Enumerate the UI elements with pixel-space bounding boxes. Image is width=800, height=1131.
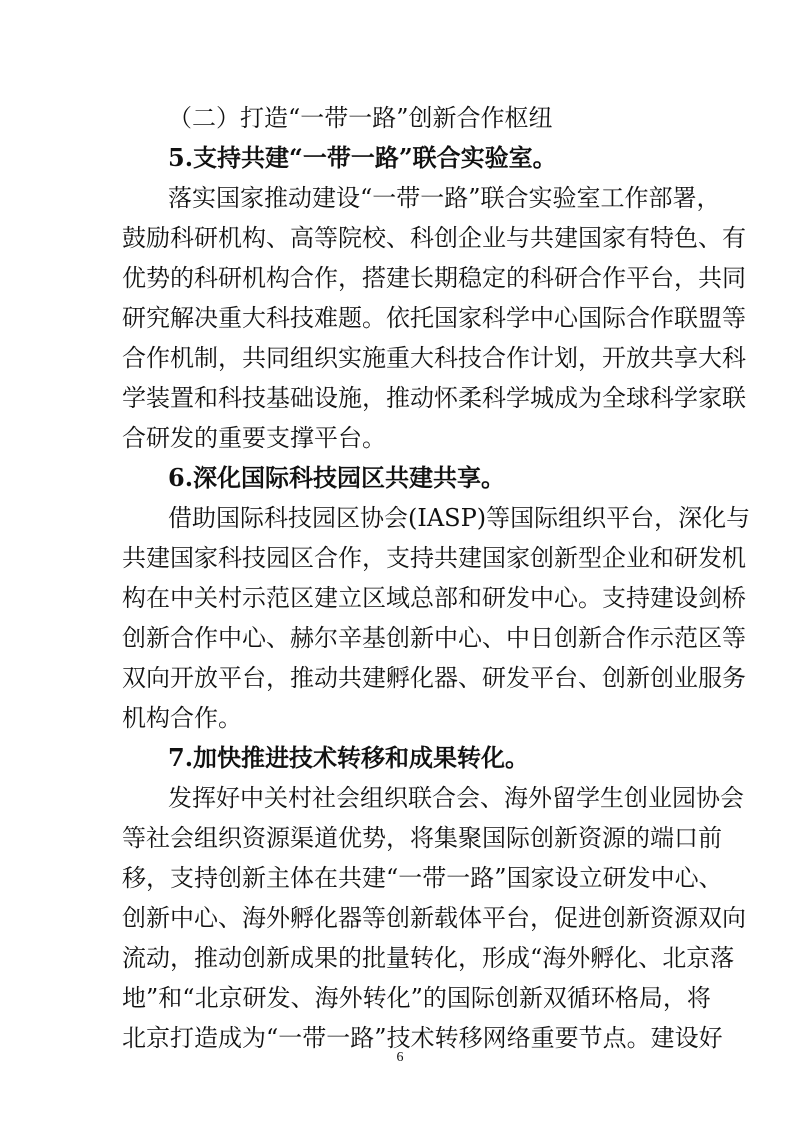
- paragraph-line: 借助国际科技园区协会(IASP)等国际组织平台，深化与: [168, 504, 751, 532]
- paragraph-line: 机构合作。: [122, 704, 242, 732]
- paragraph-line: 创 新 合 作 中 心 、 赫 尔 辛 基 创 新 中 心 、 中 日 创 新 合 作 示 范 区 等: [122, 624, 746, 652]
- item-heading-6: 6.深化国际科技园区共建共享。: [168, 463, 506, 492]
- paragraph-line: 合研发的重要支撑平台。: [122, 424, 386, 452]
- paragraph-line: 地 ” 和 “ 北 京 研 发 、 海 外 转 化 ” 的 国 际 创 新 双 循 环 格 局 ， 将: [122, 984, 711, 1012]
- paragraph-line: 等 社 会 组 织 资 源 渠 道 优 势 ， 将 集 聚 国 际 创 新 资 源 的 端 口 前: [122, 824, 722, 852]
- paragraph-line: 学 装 置 和 科 技 基 础 设 施 ， 推 动 怀 柔 科 学 城 成 为 全 球 科 学 家 联: [122, 384, 746, 412]
- item-heading-7: 7.加快推进技术转移和成果转化。: [168, 743, 530, 772]
- paragraph-line: 创 新 中 心 、 海 外 孵 化 器 等 创 新 载 体 平 台 ， 促 进 创 新 资 源 双 向: [122, 904, 746, 932]
- paragraph-line: 落实国家推动建设“一带一路”联合实验室工作部署，: [168, 184, 721, 212]
- page-number: 6: [396, 1050, 404, 1065]
- paragraph-line: 北 京 打 造 成 为 “ 一 带 一 路 ” 技 术 转 移 网 络 重 要 节 点 。 建 设 好: [122, 1024, 723, 1052]
- paragraph-line: 合 作 机 制 ， 共 同 组 织 实 施 重 大 科 技 合 作 计 划 ， 开 放 共 享 大 科: [122, 344, 746, 372]
- paragraph-line: 研 究 解 决 重 大 科 技 难 题 。 依 托 国 家 科 学 中 心 国 际 合 作 联 盟 等: [122, 304, 746, 332]
- paragraph-line: 优 势 的 科 研 机 构 合 作 ， 搭 建 长 期 稳 定 的 科 研 合 作 平 台 ， 共 同: [122, 264, 746, 292]
- paragraph-line: 鼓 励 科 研 机 构 、 高 等 院 校 、 科 创 企 业 与 共 建 国 家 有 特 色 、 有: [122, 224, 746, 252]
- paragraph-line: 共 建 国 家 科 技 园 区 合 作 ， 支 持 共 建 国 家 创 新 型 企 业 和 研 发 机: [122, 544, 746, 572]
- paragraph-line: 发挥好中关村社会组织联合会、海外留学生创业园协会: [168, 784, 744, 812]
- paragraph-line: 移 ， 支 持 创 新 主 体 在 共 建 “ 一 带 一 路 ” 国 家 设 立 研 发 中 心 、: [122, 864, 723, 892]
- item-heading-5: 5.支持共建“一带一路”联合实验室。: [168, 143, 557, 172]
- paragraph-line: 构 在 中 关 村 示 范 区 建 立 区 域 总 部 和 研 发 中 心 。 支 持 建 设 剑 桥: [122, 584, 746, 612]
- paragraph-line: 流 动 ， 推 动 创 新 成 果 的 批 量 转 化 ， 形 成 “ 海 外 孵 化 、 北 京 落: [122, 944, 735, 972]
- section-heading: （二）打造“一带一路”创新合作枢纽: [168, 104, 553, 132]
- paragraph-line: 双 向 开 放 平 台 ， 推 动 共 建 孵 化 器 、 研 发 平 台 、 创 新 创 业 服 务: [122, 664, 746, 692]
